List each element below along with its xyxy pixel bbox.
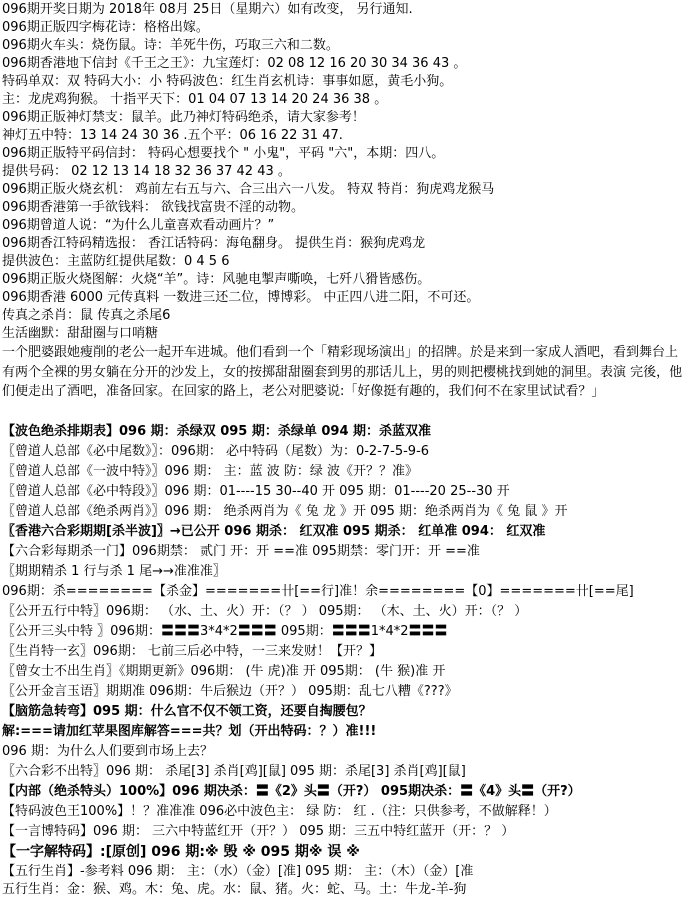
no-special-line: 〖六合彩不出特〗096 期： 杀尾[3] 杀肖[鸡][鼠] 095 期：杀尾[3] 杀肖[鸡][鼠] <box>2 764 466 779</box>
ms-zeng-line: 〖曾女士不出生肖〗《期期更新》096期： (牛 虎)准 开 095期： (牛 猴)准 开 <box>2 664 446 679</box>
zeng-wave-line: 〖曾道人总部《一波中特》〗096 期： 主：蓝 波 防：绿 波《开？？准》 <box>2 464 418 479</box>
humor-title: 生活幽默：甜甜圈与口哨糖 <box>2 326 159 341</box>
plum-poem-line: 096期正版四字梅花诗：格格出嫁。 <box>2 20 209 35</box>
kill-row-tail-line: 096期：杀========【杀金】=======卄[==行]准！余========【0】=======卄[==尾] <box>2 584 634 599</box>
riddle-line: 【脑筋急转弯】095 期：什么官不仅不领工资，还要自掏腰包？ <box>2 704 372 719</box>
lamp-ban-line: 096期正版神灯禁支：鼠羊。此乃神灯特码绝杀，请大家参考！ <box>2 110 365 125</box>
hk-half-wave-line: 〖香港六合彩期期[杀半波]〗→已公开 096 期杀： 红双准 095 期杀： 红单准 094： 红双准 <box>2 524 546 539</box>
riddle-096-line: 096 期：为什么人们要到市场上去？ <box>2 744 213 759</box>
kill-door-line: 【六合彩每期杀一门】096期禁： 贰门 开：开 ==准 095期禁：零门开：开 ==准 <box>2 544 480 559</box>
zodiac-mystery-line: 〖生肖特一玄〗096期： 七前三后必中特，一三来发财！【开？】 <box>2 644 382 659</box>
draw-date-line: 096期开奖日期为 2018年 08月 25日（星期六）如有改变， 另行通知. <box>2 2 413 17</box>
wave-color-line: 提供波色：主蓝防红提供尾数：0 4 5 6 <box>2 254 230 269</box>
kill-row-tail-title: 〖期期精杀 1 行与杀 1 尾→→准准准〗 <box>2 564 226 579</box>
golden-words-line: 〖公开金言玉语〗期期准 096期：牛后猴边（开？） 095期：乱七八糟《???》 <box>2 684 458 699</box>
zeng-kill-two-line: 〖曾道人总部《绝杀两肖》〗096 期： 绝杀两肖为《 兔 龙 》开 095 期：绝杀两肖为《 兔 鼠 》开 <box>2 504 568 519</box>
riddle-answer-line: 解:===请加红苹果图库解答===共？划（开出特码：？）准!!! <box>2 724 377 739</box>
envelope-line: 096期香港地下信封《千王之王》：九宝莲灯：02 08 12 16 20 30 34 36 43 。 <box>2 56 467 71</box>
main-zodiac-line: 主：龙虎鸡狗猴。 十指平天下：01 04 07 13 14 20 24 36 38 。 <box>2 92 388 107</box>
one-word-line: 【一言博特码】096 期： 三六中特蓝红开（开？） 095 期：三五中特红蓝开（开：？ ） <box>2 824 515 839</box>
internal-kill-line: 【内部（绝杀特头）100%】096 期决杀：〓《2》头〓（开?） 095期决杀：〓《4》头〓（开?） <box>2 784 581 799</box>
wave-kill-schedule: 【波色绝杀排期表】096 期：杀绿双 095 期：杀绿单 094 期：杀蓝双准 <box>2 424 432 439</box>
wave-king-line: 【特码波色王100%】！？准准准 096必中波色主： 绿 防： 红 .（注：只供参考，不做解释！） <box>2 804 557 819</box>
zeng-segment-line: 〖曾道人总部《必中特段》〗096 期：01----15 30--40 开 095 期：01----20 25--30 开 <box>2 484 510 499</box>
five-zodiac-list: 五行生肖：金：猴、鸡。木：兔、虎。水：鼠、猪。火：蛇、马。土：牛龙-羊-狗 <box>2 882 467 897</box>
one-char-line: 【一字解特码】:[原创] 096 期:※ 毁 ※ 095 期※ 误 ※ <box>2 844 360 860</box>
numbers-line: 提供号码： 02 12 13 14 18 32 36 37 42 43 。 <box>2 164 291 179</box>
humor-story: 一个肥婆跟她瘦削的老公一起开车进城。他们看到一个「精彩现场演出」的招牌。於是来到一家成人酒吧，看到舞台上有两个全裸的男女躺在分开的沙发上，女的按掷甜甜圈套到男的那话儿上，男的则把樱桃找到她的洞里。表演 完後，他们便走出了酒吧，准备回家。在回家的路上，老公对肥婆说:「好像挺有趣的，我们何不在家里试试看？」 <box>2 345 683 399</box>
odd-even-line: 特码单双：双 特码大小：小 特码波色：红生肖玄机诗：事事如愿，黄毛小狗。 <box>2 74 453 89</box>
three-heads-line: 〖公开三头中特 〗096期：〓〓〓3*4*2〓〓〓 095期：〓〓〓1*4*2〓〓〓 <box>2 624 448 639</box>
hk-first-line: 096期香港第一手欲钱料： 欲钱找富贵不淫的动物。 <box>2 200 304 215</box>
fax-kill-line: 传真之杀肖：鼠 传真之杀尾6 <box>2 308 171 323</box>
five-zodiac-line: 【五行生肖】-参考料 096 期： 主：（水）（金）[准] 095 期： 主：（木）（金）[准 <box>2 864 474 879</box>
zeng-says-line: 096期曾道人说：“为什么儿童喜欢看动画片？” <box>2 218 275 233</box>
hk-select-line: 096期香江特码精选报： 香江话特码：海龟翻身。 提供生肖：猴狗虎鸡龙 <box>2 236 426 251</box>
fire-mystery-line: 096期正版火烧玄机： 鸡前左右五与六、合三出六一八发。 特双 特肖：狗虎鸡龙猴马 <box>2 182 495 197</box>
zeng-tail-line: 〖曾道人总部《必中尾数》〗：096期： 必中特码（尾数）为：0-2-7-5-9-6 <box>2 444 430 459</box>
fax-line: 096期香港 6000 元传真料 一数进三还二位，博博彩。 中正四八进二阳，不可还。 <box>2 290 480 305</box>
five-elements-line: 〖公开五行中特〗096期： （水、土、火）开：（？ ） 095期： （木、土、火）开：（？ ） <box>2 604 528 619</box>
train-head-line: 096期火车头：烧伤鼠。诗：羊死牛伤，巧取三六和二数。 <box>2 38 339 53</box>
lamp-five-line: 神灯五中特：13 14 24 30 36 .五个平：06 16 22 31 47. <box>2 128 343 143</box>
fire-diagram-line: 096期正版火烧图解：火烧“羊”。诗：风驰电掣声嘶唤，七歼八猾皆感伤。 <box>2 272 431 287</box>
flat-code-line: 096期正版特平码信封： 特码心想要找个 " 小鬼"，平码 "六"，本期：四八。 <box>2 146 445 161</box>
